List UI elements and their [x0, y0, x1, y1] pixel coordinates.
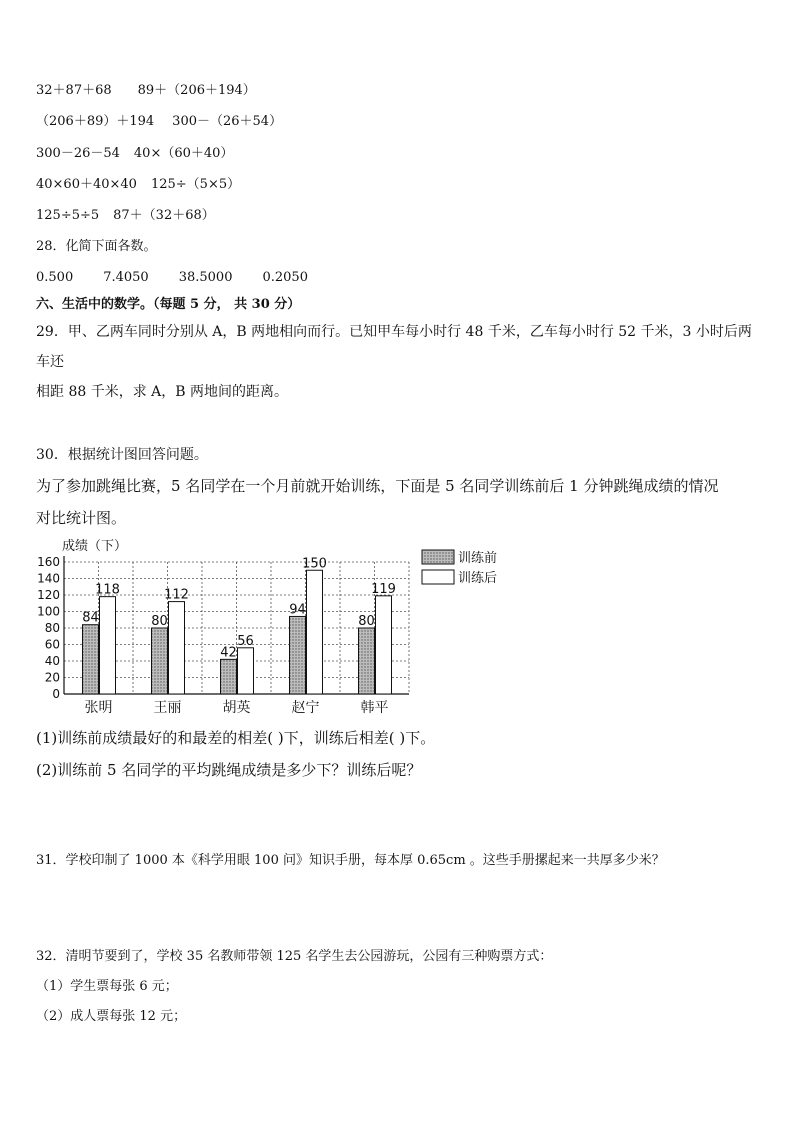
bar [152, 628, 168, 694]
legend-swatch [422, 550, 454, 564]
q28-numbers [36, 269, 334, 287]
bar [169, 602, 185, 694]
data-label: 42 [220, 645, 237, 661]
x-tick-label: 赵宁 [291, 700, 320, 716]
expression: 40×60＋40×40 [36, 177, 137, 192]
number: 0.2050 [262, 270, 308, 285]
data-label: 80 [358, 614, 375, 629]
data-label: 94 [289, 602, 306, 618]
expression: 125÷（5×5） [150, 177, 241, 192]
legend [422, 550, 497, 586]
number: 38.5000 [178, 270, 233, 285]
data-label: 80 [151, 614, 168, 629]
q30-line2: 对比统计图。 [36, 509, 127, 527]
expression: 87＋（32＋68） [113, 208, 215, 223]
expression: 89＋（206＋194） [137, 83, 256, 98]
number: 0.500 [36, 270, 74, 285]
expression: 32＋87＋68 [36, 83, 112, 98]
y-tick-label: 20 [44, 670, 60, 685]
q32: 32．清明节要到了，学校 35 名教师带领 125 名学生去公园游玩，公园有三种购票方式： [36, 949, 553, 964]
q30-title: 30．根据统计图回答问题。 [36, 447, 208, 463]
number: 7.4050 [103, 270, 149, 285]
y-tick-label: 160 [37, 555, 60, 569]
x-tick-label: 胡英 [222, 700, 251, 716]
q30-sub2: (2)训练前 5 名同学的平均跳绳成绩是多少下？训练后呢？ [36, 761, 422, 779]
expression-row-4 [36, 176, 266, 194]
bar [359, 628, 375, 694]
data-label: 56 [237, 633, 254, 649]
expression: 125÷5÷5 [36, 208, 100, 223]
q28-title: 28．化简下面各数。 [36, 239, 157, 254]
x-tick-label: 韩平 [360, 700, 389, 716]
data-label: 119 [371, 581, 396, 597]
bar [238, 648, 254, 694]
legend-label: 训练后 [458, 571, 498, 586]
bar [83, 625, 99, 694]
x-tick-label: 王丽 [153, 700, 182, 716]
y-tick-label: 0 [52, 687, 60, 701]
expression-row-2 [36, 113, 308, 131]
q29 [36, 317, 760, 407]
q29-line1: 29．甲、乙两车同时分别从 A，B 两地相向而行。已知甲车每小时行 48 千米，乙车每小时行 52 千米，3 小时后两车还 [36, 324, 752, 370]
q29-line2: 相距 88 千米，求 A，B 两地间的距离。 [36, 384, 289, 400]
y-tick-label: 120 [37, 588, 60, 602]
legend-label: 训练前 [458, 551, 498, 566]
expression-row-3 [36, 145, 259, 163]
bar-chart [34, 534, 514, 724]
q30-line1: 为了参加跳绳比赛，5 名同学在一个月前就开始训练，下面是 5 名同学训练前后 1 分钟跳绳成绩的情况 [36, 477, 719, 495]
bar [376, 596, 392, 694]
expression: 300－（26＋54） [172, 114, 283, 129]
bar [307, 570, 323, 694]
y-axis-label: 成绩（下） [62, 539, 128, 554]
y-tick-label: 60 [44, 637, 60, 652]
data-label: 112 [164, 587, 189, 603]
legend-swatch [422, 570, 454, 584]
section-title: 六、生活中的数学。（每题 5 分， 共 30 分） [36, 297, 301, 312]
expression-row-5 [36, 207, 241, 225]
q30-intro [36, 470, 760, 534]
expression-row-1 [36, 82, 282, 100]
bar [221, 659, 237, 694]
expression: 300－26－54 [36, 146, 120, 161]
y-tick-label: 100 [37, 604, 60, 619]
expression: （206＋89）＋194 [36, 114, 155, 129]
q32-option-1: （1）学生票每张 6 元； [36, 979, 178, 994]
data-label: 150 [302, 556, 327, 572]
expression: 40×（60＋40） [133, 146, 234, 161]
bar [100, 597, 116, 694]
bars [83, 570, 392, 694]
q31: 31．学校印制了 1000 本《科学用眼 100 问》知识手册，每本厚 0.65cm 。这些手册摞起来一共厚多少米？ [36, 853, 665, 868]
y-tick-label: 80 [44, 621, 60, 635]
bar [290, 616, 306, 694]
y-tick-label: 140 [37, 571, 60, 586]
q30-sub1: (1)训练前成绩最好的和最差的相差( )下，训练后相差( )下。 [36, 729, 436, 747]
x-tick-label: 张明 [84, 700, 113, 716]
data-label: 84 [82, 610, 99, 626]
y-tick-label: 40 [44, 654, 60, 668]
q32-option-2: （2）成人票每张 12 元； [36, 1009, 187, 1024]
data-label: 118 [95, 582, 120, 598]
